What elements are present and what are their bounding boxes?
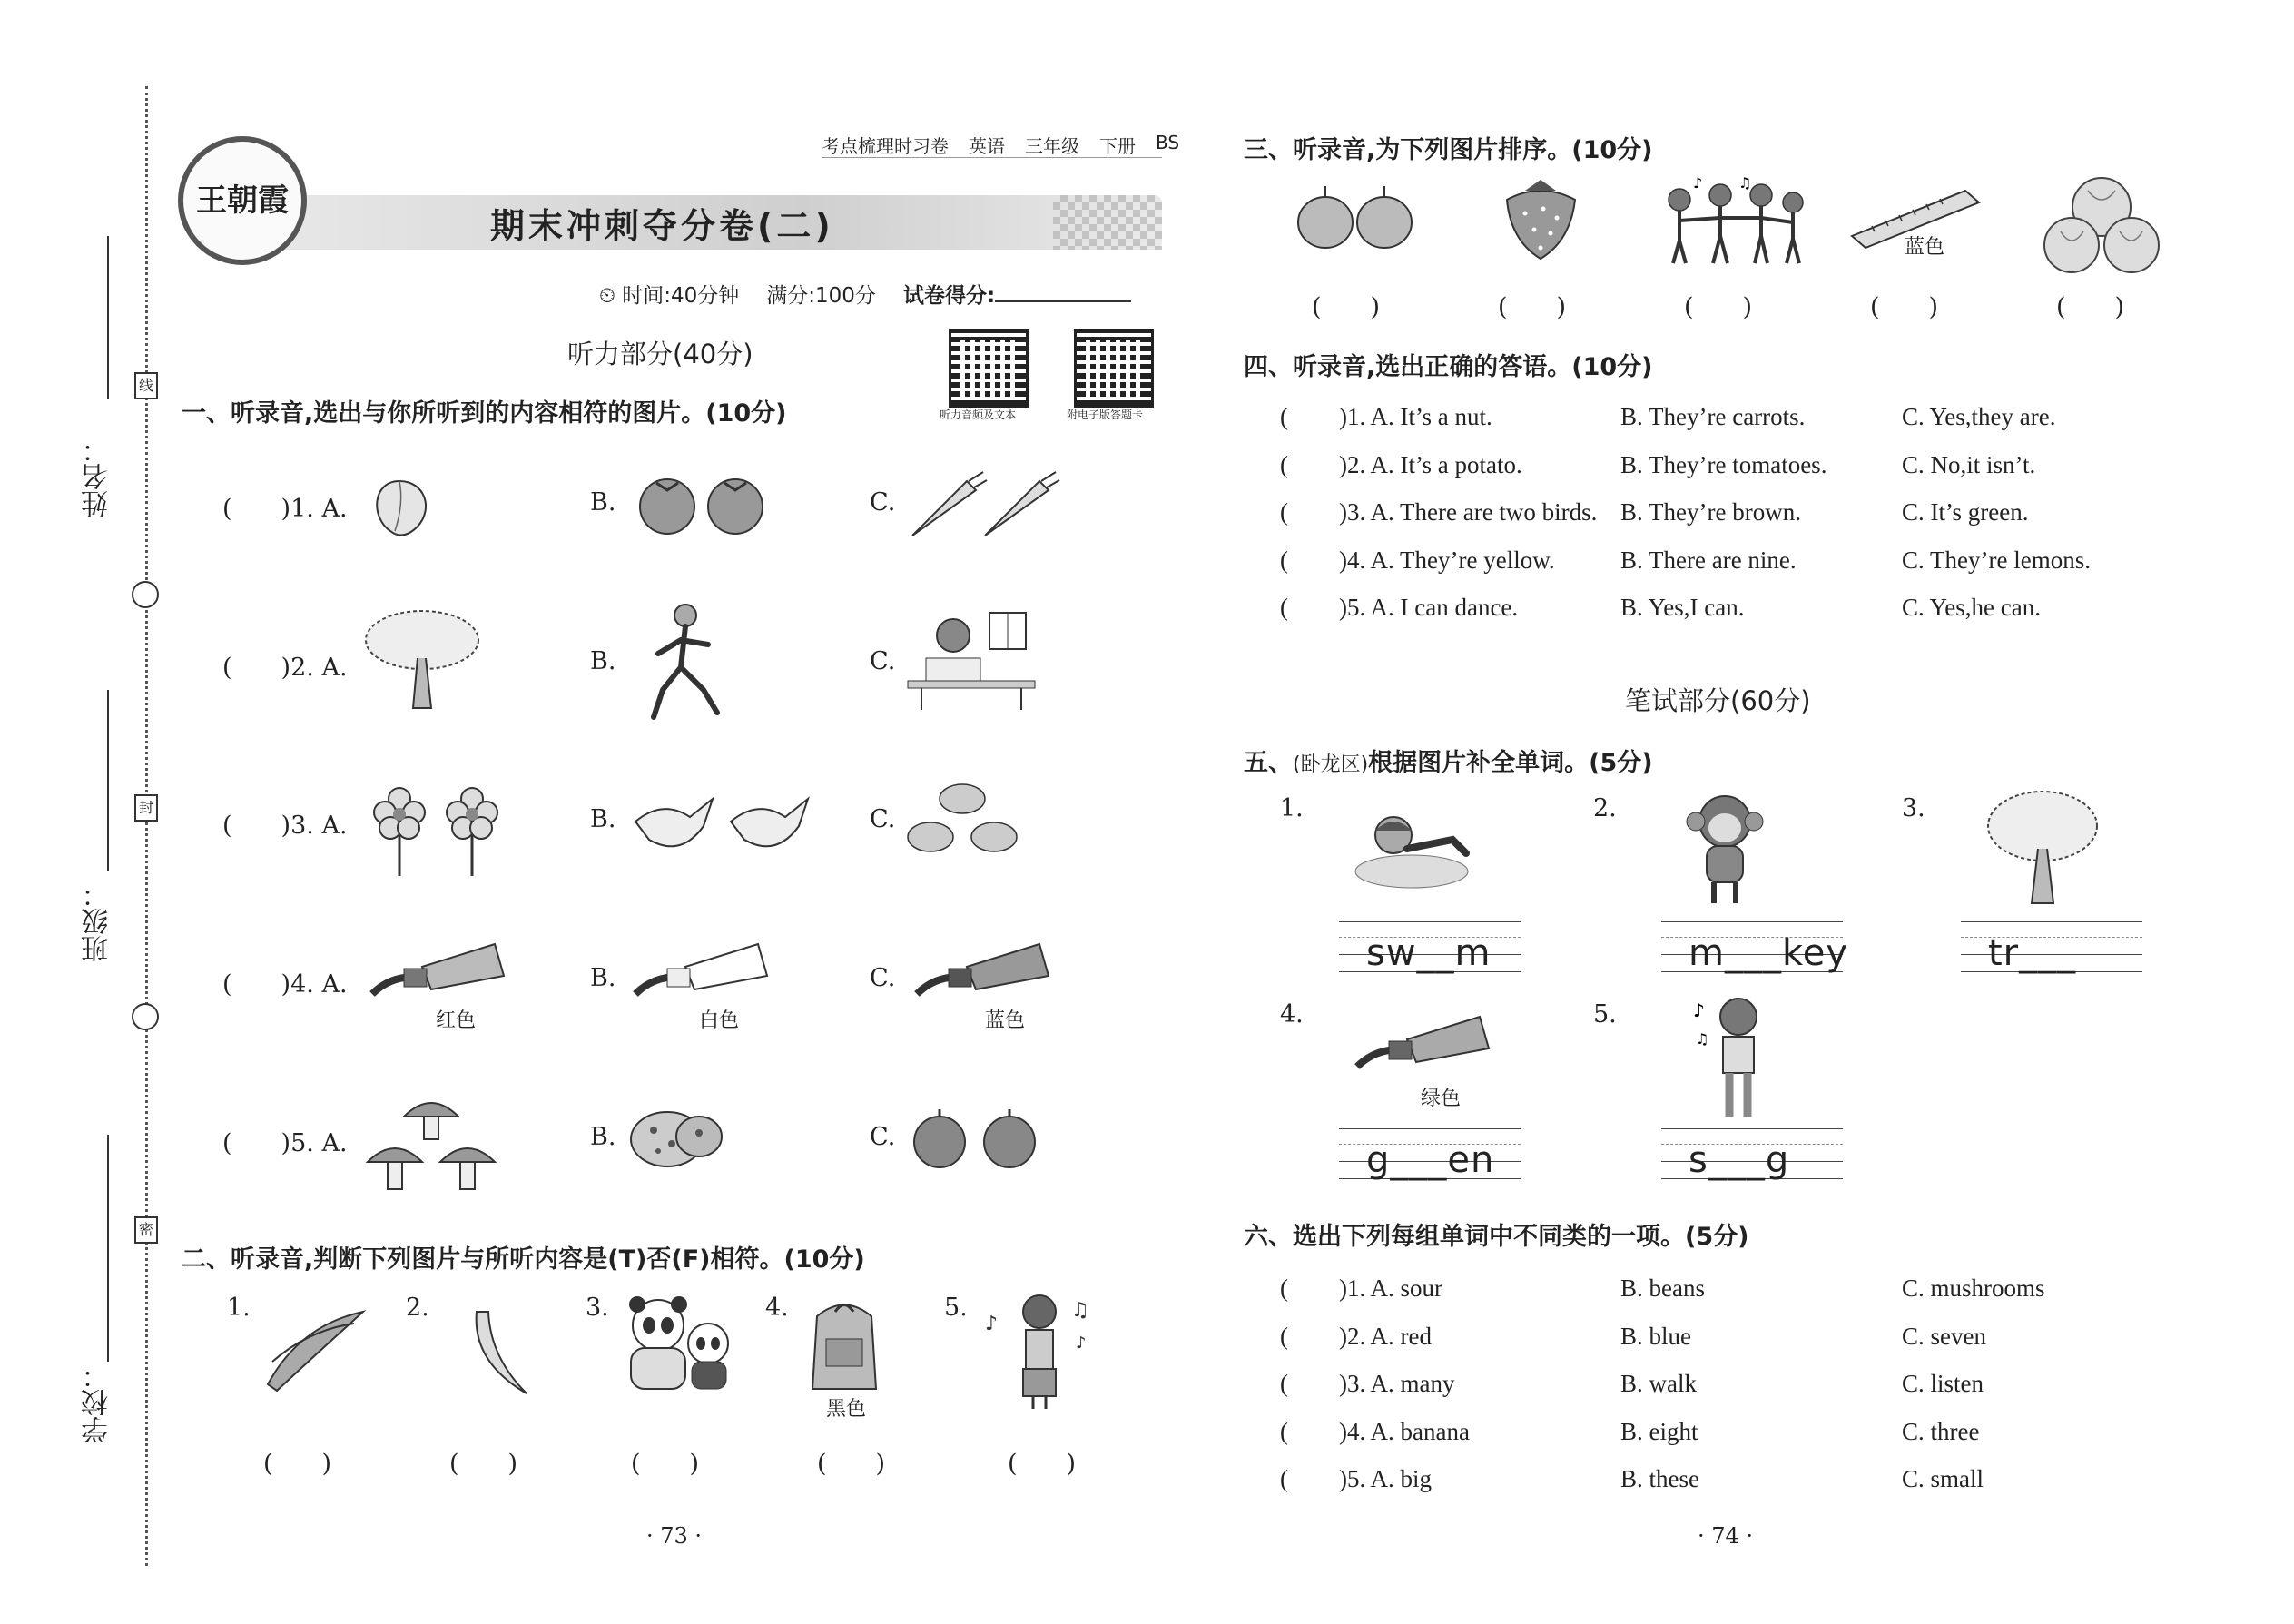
onions-icon — [1294, 182, 1421, 254]
cookies-icon — [626, 1107, 726, 1171]
svg-text:♪: ♪ — [985, 1313, 999, 1335]
option-a: )1. A. It’s a nut. — [1339, 403, 1492, 430]
answer-paren[interactable]: ( — [1280, 403, 1288, 430]
binding-mark-seal: 封 — [134, 794, 158, 822]
answer-paren[interactable]: ( )2. A. — [222, 654, 348, 682]
option-label: C. — [870, 647, 896, 675]
qr-caption-audio: 听力音频及文本 — [940, 408, 1017, 421]
question-row — [1280, 1313, 2188, 1361]
option-a: )2. A. red — [1339, 1322, 1432, 1350]
mushrooms-icon — [363, 1094, 499, 1198]
boy-singing-icon — [1689, 994, 1788, 1121]
binding-mark-secret: 密 — [134, 1216, 158, 1244]
volume: 下册 — [1099, 135, 1136, 157]
tree-icon — [1979, 785, 2106, 908]
option-label: C. — [870, 1123, 896, 1151]
answer-paren[interactable]: ( ) — [263, 1450, 332, 1478]
option-a: )4. A. banana — [1339, 1417, 1470, 1445]
section-1-title: 一、听录音,选出与你所听到的内容相符的图片。(10分) — [182, 399, 787, 428]
option-b: B. They’re tomatoes. — [1620, 450, 1827, 478]
color-caption: 白色 — [699, 1009, 740, 1032]
answer-paren[interactable]: ( )5. A. — [222, 1129, 348, 1157]
svg-text:♫: ♫ — [1696, 1030, 1709, 1048]
item-number: 4. — [1280, 1000, 1304, 1029]
class-label: 班级： — [82, 881, 113, 962]
option-a: )4. A. They’re yellow. — [1339, 546, 1555, 574]
binding-circle — [132, 581, 159, 608]
item-number: 5. — [1593, 1000, 1617, 1029]
option-b: B. They’re carrots. — [1620, 403, 1806, 430]
option-a: )3. A. There are two birds. — [1339, 498, 1598, 526]
question-row — [1280, 488, 2188, 536]
answer-paren[interactable]: ( ) — [1312, 293, 1381, 321]
option-b: B. beans — [1620, 1275, 1705, 1302]
swimming-boy-icon — [1353, 799, 1471, 894]
color-caption: 黑色 — [826, 1398, 867, 1421]
paint-tube-icon — [631, 940, 776, 1008]
section-3-title: 三、听录音,为下列图片排序。(10分) — [1244, 136, 1653, 164]
flowers-icon — [363, 776, 508, 881]
svg-text:♪: ♪ — [1693, 999, 1705, 1021]
question-row — [1280, 1265, 2188, 1313]
svg-text:♪: ♪ — [1693, 177, 1703, 192]
item-number: 1. — [1280, 794, 1304, 822]
answer-paren[interactable]: ( — [1280, 1465, 1288, 1492]
banana-icon — [463, 1307, 536, 1398]
word-blank: tr___ — [1988, 932, 2077, 974]
pandas-icon — [617, 1294, 740, 1393]
girl-desk-icon — [903, 608, 1039, 713]
header-meta — [822, 132, 1179, 158]
option-b: B. these — [1620, 1465, 1699, 1492]
item-number: 1. — [227, 1294, 251, 1322]
answer-paren[interactable]: ( )4. A. — [222, 970, 348, 999]
answer-paren[interactable]: ( ) — [1684, 293, 1753, 321]
question-row — [1280, 536, 2188, 585]
item-number: 2. — [406, 1294, 429, 1322]
option-b: B. eight — [1620, 1417, 1698, 1445]
banner-pattern — [1053, 195, 1162, 250]
written-part-title: 笔试部分(60分) — [1625, 685, 1811, 716]
paint-tube-icon — [912, 940, 1058, 1008]
answer-paren[interactable]: ( ) — [817, 1450, 886, 1478]
option-label: B. — [590, 1123, 616, 1151]
option-c: C. They’re lemons. — [1902, 546, 2091, 574]
item-number: 3. — [586, 1294, 609, 1322]
svg-text:♫: ♫ — [1071, 1299, 1089, 1322]
answer-paren[interactable]: ( — [1280, 1370, 1288, 1397]
answer-paren[interactable]: ( ) — [449, 1450, 518, 1478]
question-row — [1280, 1455, 2188, 1503]
girl-singing-icon — [980, 1289, 1098, 1412]
option-b: B. walk — [1620, 1370, 1697, 1397]
beans-icon — [263, 1307, 368, 1393]
question-row — [1280, 584, 2188, 632]
option-c: C. mushrooms — [1902, 1275, 2045, 1302]
writing-lines[interactable] — [1661, 921, 1848, 978]
answer-paren[interactable]: ( — [1280, 1417, 1288, 1445]
option-label: B. — [590, 805, 616, 833]
option-c: C. small — [1902, 1465, 1984, 1492]
option-label: B. — [590, 488, 616, 517]
option-a: )2. A. It’s a potato. — [1339, 450, 1522, 478]
series-name: 考点梳理时习卷 — [822, 135, 949, 157]
answer-paren[interactable]: ( — [1280, 498, 1288, 526]
subject: 英语 — [969, 135, 1005, 157]
writing-lines[interactable] — [1961, 921, 2142, 978]
name-label: 姓名： — [82, 436, 113, 517]
qr-code-audio[interactable] — [949, 329, 1029, 408]
section-5-title: 五、(卧龙区)根据图片补全单词。(5分) — [1244, 749, 1653, 777]
option-b: B. Yes,I can. — [1620, 594, 1745, 621]
option-b: B. blue — [1620, 1322, 1691, 1350]
option-b: B. There are nine. — [1620, 546, 1797, 574]
option-label: C. — [870, 964, 896, 992]
question-row — [1280, 1360, 2188, 1408]
paint-tube-icon — [1353, 1012, 1498, 1080]
page-title: 期末冲刺夺分卷(二) — [490, 206, 834, 246]
answer-paren[interactable]: ( — [1280, 450, 1288, 478]
answer-paren[interactable]: ( — [1280, 1275, 1288, 1302]
writing-lines[interactable] — [1661, 1128, 1843, 1185]
brand-logo: 王朝霞 — [178, 136, 307, 265]
answer-paren[interactable]: ( ) — [631, 1450, 700, 1478]
svg-text:♫: ♫ — [1738, 177, 1752, 192]
listening-part-title: 听力部分(40分) — [567, 339, 753, 369]
answer-paren[interactable]: ( ) — [1498, 293, 1567, 321]
exam-info — [599, 279, 1131, 309]
option-a: )3. A. many — [1339, 1370, 1455, 1397]
edition: BS — [1156, 132, 1180, 153]
item-number: 2. — [1593, 794, 1617, 822]
option-c: C. It’s green. — [1902, 498, 2029, 526]
color-caption: 蓝色 — [985, 1009, 1026, 1032]
item-number: 5. — [944, 1294, 968, 1322]
children-dancing-icon — [1657, 177, 1811, 272]
qr-caption-answer-card: 附电子版答题卡 — [1067, 408, 1144, 421]
word-blank: g___en — [1366, 1139, 1495, 1181]
option-c: C. listen — [1902, 1370, 1984, 1397]
meta-rule — [822, 157, 1162, 158]
option-a: )5. A. I can dance. — [1339, 594, 1519, 621]
option-c: C. three — [1902, 1417, 1980, 1445]
section-6-rows — [1280, 1265, 2188, 1503]
option-label: C. — [870, 488, 896, 517]
binding-dotted-line — [145, 86, 148, 1566]
question-row — [1280, 1408, 2188, 1456]
answer-paren[interactable]: ( )3. A. — [222, 812, 348, 840]
time-info: ⏲ 时间:40分钟 — [599, 284, 740, 308]
color-caption: 绿色 — [1421, 1088, 1462, 1110]
monkey-icon — [1679, 790, 1770, 908]
binding-circle — [132, 1003, 159, 1030]
color-caption: 红色 — [436, 1009, 477, 1032]
carrots-icon — [903, 468, 1067, 540]
tree-icon — [359, 604, 486, 713]
tomatoes-icon — [631, 472, 776, 536]
option-c: C. No,it isn’t. — [1902, 450, 2036, 478]
option-c: C. Yes,he can. — [1902, 594, 2041, 621]
score-label: 试卷得分: — [903, 279, 1131, 309]
word-blank: m___key — [1689, 932, 1848, 974]
answer-paren[interactable]: ( ) — [2056, 293, 2125, 321]
question-row — [1280, 393, 2188, 441]
birds-icon — [626, 785, 817, 867]
answer-paren[interactable]: ( — [1280, 1322, 1288, 1350]
qr-code-answer-card[interactable] — [1074, 329, 1154, 408]
word-blank: s___g — [1689, 1139, 1790, 1181]
item-number: 3. — [1902, 794, 1925, 822]
eggs-icon — [903, 781, 1021, 858]
option-label: B. — [590, 964, 616, 992]
color-caption: 蓝色 — [1905, 236, 1945, 259]
apples-icon — [908, 1107, 1044, 1171]
answer-paren[interactable]: ( — [1280, 594, 1288, 621]
svg-text:♪: ♪ — [1076, 1334, 1087, 1353]
binding-mark-line: 线 — [134, 372, 158, 399]
answer-paren[interactable]: ( ) — [1008, 1450, 1077, 1478]
item-number: 4. — [765, 1294, 789, 1322]
cabbages-icon — [2043, 172, 2161, 277]
paint-tube-icon — [368, 940, 513, 1008]
section-2-title: 二、听录音,判断下列图片与所听内容是(T)否(F)相符。(10分) — [182, 1245, 865, 1274]
school-label: 学校： — [82, 1362, 113, 1443]
writing-lines[interactable] — [1339, 921, 1521, 978]
answer-paren[interactable]: ( )1. A. — [222, 495, 348, 523]
strawberry-icon — [1498, 177, 1584, 263]
grade: 三年级 — [1025, 135, 1079, 157]
class-line — [107, 690, 109, 871]
answer-paren[interactable]: ( ) — [1870, 293, 1939, 321]
full-score: 满分:100分 — [766, 284, 876, 308]
section-6-title: 六、选出下列每组单词中不同类的一项。(5分) — [1244, 1223, 1749, 1251]
question-row — [1280, 441, 2188, 489]
option-label: C. — [870, 805, 896, 833]
school-line — [107, 1135, 109, 1362]
runner-icon — [635, 599, 735, 726]
option-c: C. Yes,they are. — [1902, 403, 2056, 430]
section-4-rows — [1280, 393, 2188, 632]
page-number-left: · 73 · — [646, 1523, 703, 1549]
option-a: )1. A. sour — [1339, 1275, 1442, 1302]
name-line — [107, 236, 109, 399]
option-label: B. — [590, 647, 616, 675]
writing-lines[interactable] — [1339, 1128, 1521, 1185]
page-number-right: · 74 · — [1698, 1523, 1754, 1549]
option-a: )5. A. big — [1339, 1465, 1433, 1492]
option-b: B. They’re brown. — [1620, 498, 1801, 526]
section-4-title: 四、听录音,选出正确的答语。(10分) — [1244, 353, 1653, 381]
option-c: C. seven — [1902, 1322, 1986, 1350]
peach-icon — [363, 468, 436, 540]
answer-paren[interactable]: ( — [1280, 546, 1288, 574]
word-blank: sw__m — [1366, 932, 1492, 974]
backpack-icon — [803, 1294, 885, 1393]
